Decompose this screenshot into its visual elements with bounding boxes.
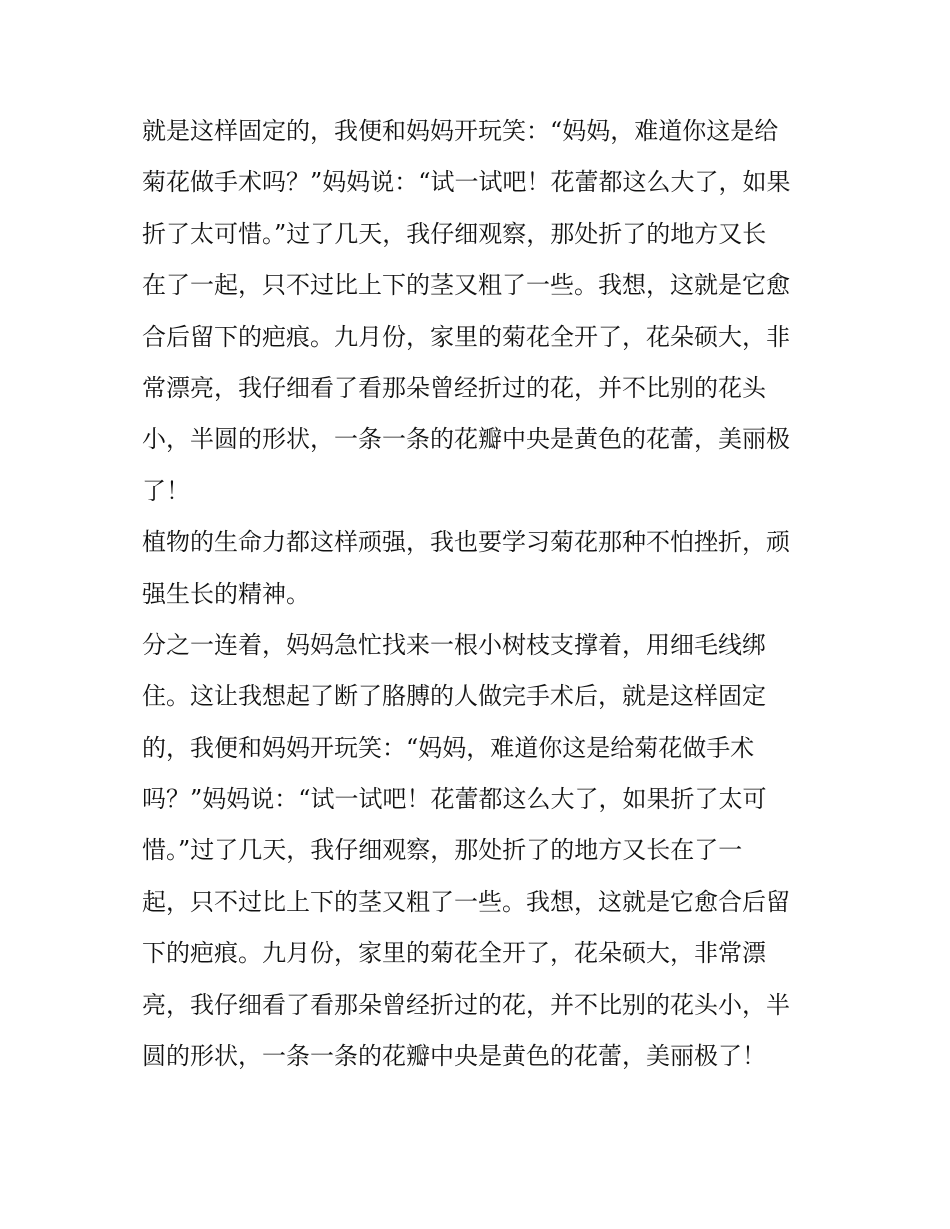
text-line: 折了太可惜。”过了几天，我仔细观察，那处折了的地方又长: [142, 219, 767, 248]
text-line: 圆的形状，一条一条的花瓣中央是黄色的花蕾，美丽极了！: [142, 1042, 766, 1071]
text-line: 小，半圆的形状，一条一条的花瓣中央是黄色的花蕾，美丽极: [142, 425, 790, 454]
text-line: 的，我便和妈妈开玩笑：“妈妈，难道你这是给菊花做手术: [142, 733, 755, 762]
text-line: 植物的生命力都这样顽强，我也要学习菊花那种不怕挫折，顽: [142, 528, 790, 557]
text-line: 合后留下的疤痕。九月份，家里的菊花全开了，花朵硕大，非: [142, 322, 790, 351]
text-line: 在了一起，只不过比上下的茎又粗了一些。我想，这就是它愈: [142, 271, 790, 300]
text-line: 惜。”过了几天，我仔细观察，那处折了的地方又长在了一: [142, 836, 743, 865]
text-line: 常漂亮，我仔细看了看那朵曾经折过的花，并不比别的花头: [142, 373, 766, 402]
body-text: [142, 106, 822, 1082]
text-line: 了！: [142, 476, 190, 505]
text-line: 分之一连着，妈妈急忙找来一根小树枝支撑着，用细毛线绑: [142, 630, 766, 659]
text-line: 就是这样固定的，我便和妈妈开玩笑：“妈妈，难道你这是给: [142, 117, 779, 145]
text-line: 住。这让我想起了断了胳膊的人做完手术后，就是这样固定: [142, 682, 766, 711]
text-line: 亮，我仔细看了看那朵曾经折过的花，并不比别的花头小，半: [142, 990, 790, 1019]
text-line: 吗？”妈妈说：“试一试吧！花蕾都这么大了，如果折了太可: [142, 785, 767, 814]
text-line: 下的疤痕。九月份，家里的菊花全开了，花朵硕大，非常漂: [142, 939, 766, 968]
text-line: 强生长的精神。: [142, 579, 310, 608]
text-line: 菊花做手术吗？”妈妈说：“试一试吧！花蕾都这么大了，如果: [142, 168, 791, 197]
text-line: 起，只不过比上下的茎又粗了一些。我想，这就是它愈合后留: [142, 887, 790, 916]
